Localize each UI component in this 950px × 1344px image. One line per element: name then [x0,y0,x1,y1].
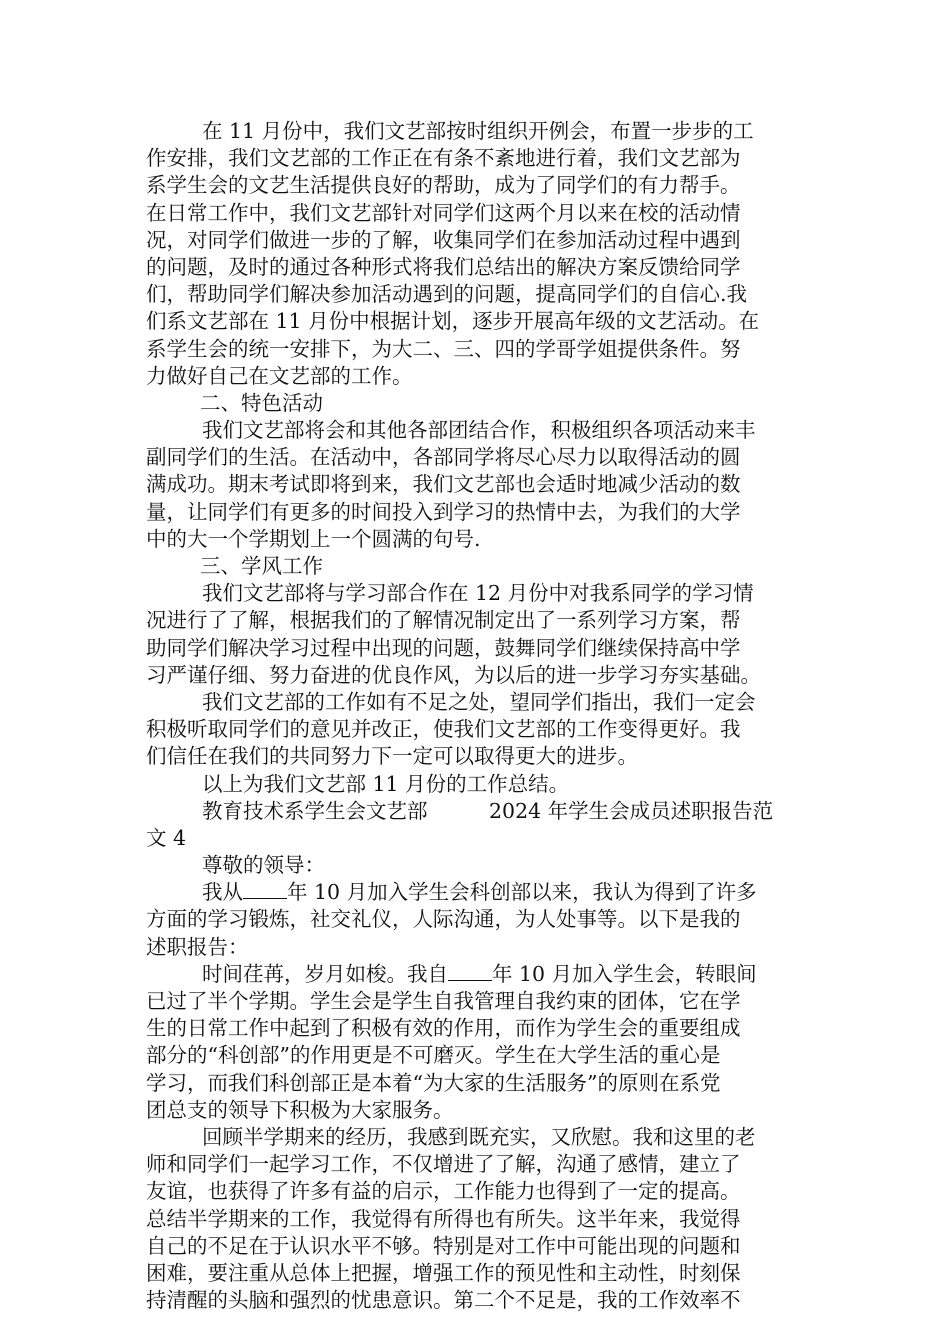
paragraph-line: 困难，要注重从总体上把握，增强工作的预见性和主动性，时刻保 [146,1260,741,1285]
paragraph-line: 友谊，也获得了许多有益的启示，工作能力也得到了一定的提高。 [146,1179,741,1204]
section-heading: 三、学风工作 [200,554,323,578]
paragraph-line: 文 4 [146,825,187,850]
paragraph-line: 满成功。期末考试即将到来，我们文艺部也会适时地减少活动的数 [146,472,741,497]
paragraph-line: 系学生会的统一安排下，为大二、三、四的学哥学姐提供条件。努 [146,336,741,361]
paragraph-line: 我们文艺部将会和其他各部团结合作，积极组织各项活动来丰 [202,418,756,443]
paragraph-line: 的问题，及时的通过各种形式将我们总结出的解决方案反馈给同学 [146,254,741,279]
paragraph-line: 们系文艺部在 11 月份中根据计划，逐步开展高年级的文艺活动。在 [146,309,760,334]
line-text: 时间荏苒，岁月如梭。我自 [202,961,448,986]
paragraph-line: 我们文艺部的工作如有不足之处，望同学们指出，我们一定会 [202,689,756,714]
paragraph-line: 助同学们解决学习过程中出现的问题，鼓舞同学们继续保持高中学 [146,635,741,660]
paragraph-line: 持清醒的头脑和强烈的忧患意识。第二个不足是，我的工作效率不 [146,1288,741,1313]
paragraph-line: 在 11 月份中，我们文艺部按时组织开例会，布置一步步的工 [202,119,754,143]
salutation: 尊敬的领导： [202,853,325,878]
paragraph-line: 在日常工作中，我们文艺部针对同学们这两个月以来在校的活动情 [146,200,741,225]
paragraph-line: 方面的学习锻炼，社交礼仪，人际沟通，为人处事等。以下是我的 [146,907,741,932]
paragraph-line: 自己的不足在于认识水平不够。特别是对工作中可能出现的问题和 [146,1233,741,1258]
fill-blank [243,880,287,899]
paragraph-line: 量，让同学们有更多的时间投入到学习的热情中去，为我们的大学 [146,499,741,524]
paragraph-line: 我们文艺部将与学习部合作在 12 月份中对我系同学的学习情 [202,581,754,606]
paragraph-line: 作安排，我们文艺部的工作正在有条不紊地进行着，我们文艺部为 [146,146,741,171]
paragraph-line: 部分的“科创部”的作用更是不可磨灭。学生在大学生活的重心是 [146,1043,721,1068]
paragraph-line: 生的日常工作中起到了积极有效的作用，而作为学生会的重要组成 [146,1016,741,1041]
fill-blank [448,962,492,981]
paragraph-line: 总结半学期来的工作，我觉得有所得也有所失。这半年来，我觉得 [146,1206,741,1231]
paragraph-line [146,879,810,906]
paragraph-line: 况进行了了解，根据我们的了解情况制定出了一系列学习方案，帮 [146,608,741,633]
paragraph-line: 学习，而我们科创部正是本着“为大家的生活服务”的原则在系党 [146,1070,721,1095]
paragraph-line: 副同学们的生活。在活动中，各部同学将尽心尽力以取得活动的圆 [146,445,741,470]
paragraph-line: 以上为我们文艺部 11 月份的工作总结。 [202,771,570,796]
document-body [146,118,810,1314]
paragraph-line: 们，帮助同学们解决参加活动遇到的问题，提高同学们的自信心.我 [146,282,748,307]
paragraph-line: 师和同学们一起学习工作，不仅增进了了解，沟通了感情，建立了 [146,1152,741,1177]
paragraph-line: 积极听取同学们的意见并改正，使我们文艺部的工作变得更好。我 [146,717,741,742]
line-text: 我从 [202,880,243,905]
paragraph-line: 况，对同学们做进一步的了解，收集同学们在参加活动过程中遇到 [146,227,741,252]
paragraph-line [146,961,810,988]
paragraph-line: 力做好自己在文艺部的工作。 [146,363,413,388]
paragraph-line: 系学生会的文艺生活提供良好的帮助，成为了同学们的有力帮手。 [146,173,741,198]
section-heading: 二、特色活动 [200,390,323,415]
paragraph-line: 团总支的领导下积极为大家服务。 [146,1097,454,1122]
paragraph-line: 回顾半学期来的经历，我感到既充实，又欣慰。我和这里的老 [202,1124,756,1149]
paragraph-line: 已过了半个学期。学生会是学生自我管理自我约束的团体，它在学 [146,989,741,1013]
line-text: 年 10 月加入学生会科创部以来，我认为得到了许多 [287,880,757,905]
paragraph-line: 述职报告： [146,934,249,959]
paragraph-line: 教育技术系学生会文艺部 2024 年学生会成员述职报告范 [202,798,774,823]
paragraph-line: 们信任在我们的共同努力下一定可以取得更大的进步。 [146,744,638,769]
paragraph-line: 中的大一个学期划上一个圆满的句号. [146,526,481,551]
paragraph-line: 习严谨仔细、努力奋进的优良作风，为以后的进一步学习夯实基础。 [146,662,761,687]
line-text: 年 10 月加入学生会，转眼间 [492,961,757,986]
